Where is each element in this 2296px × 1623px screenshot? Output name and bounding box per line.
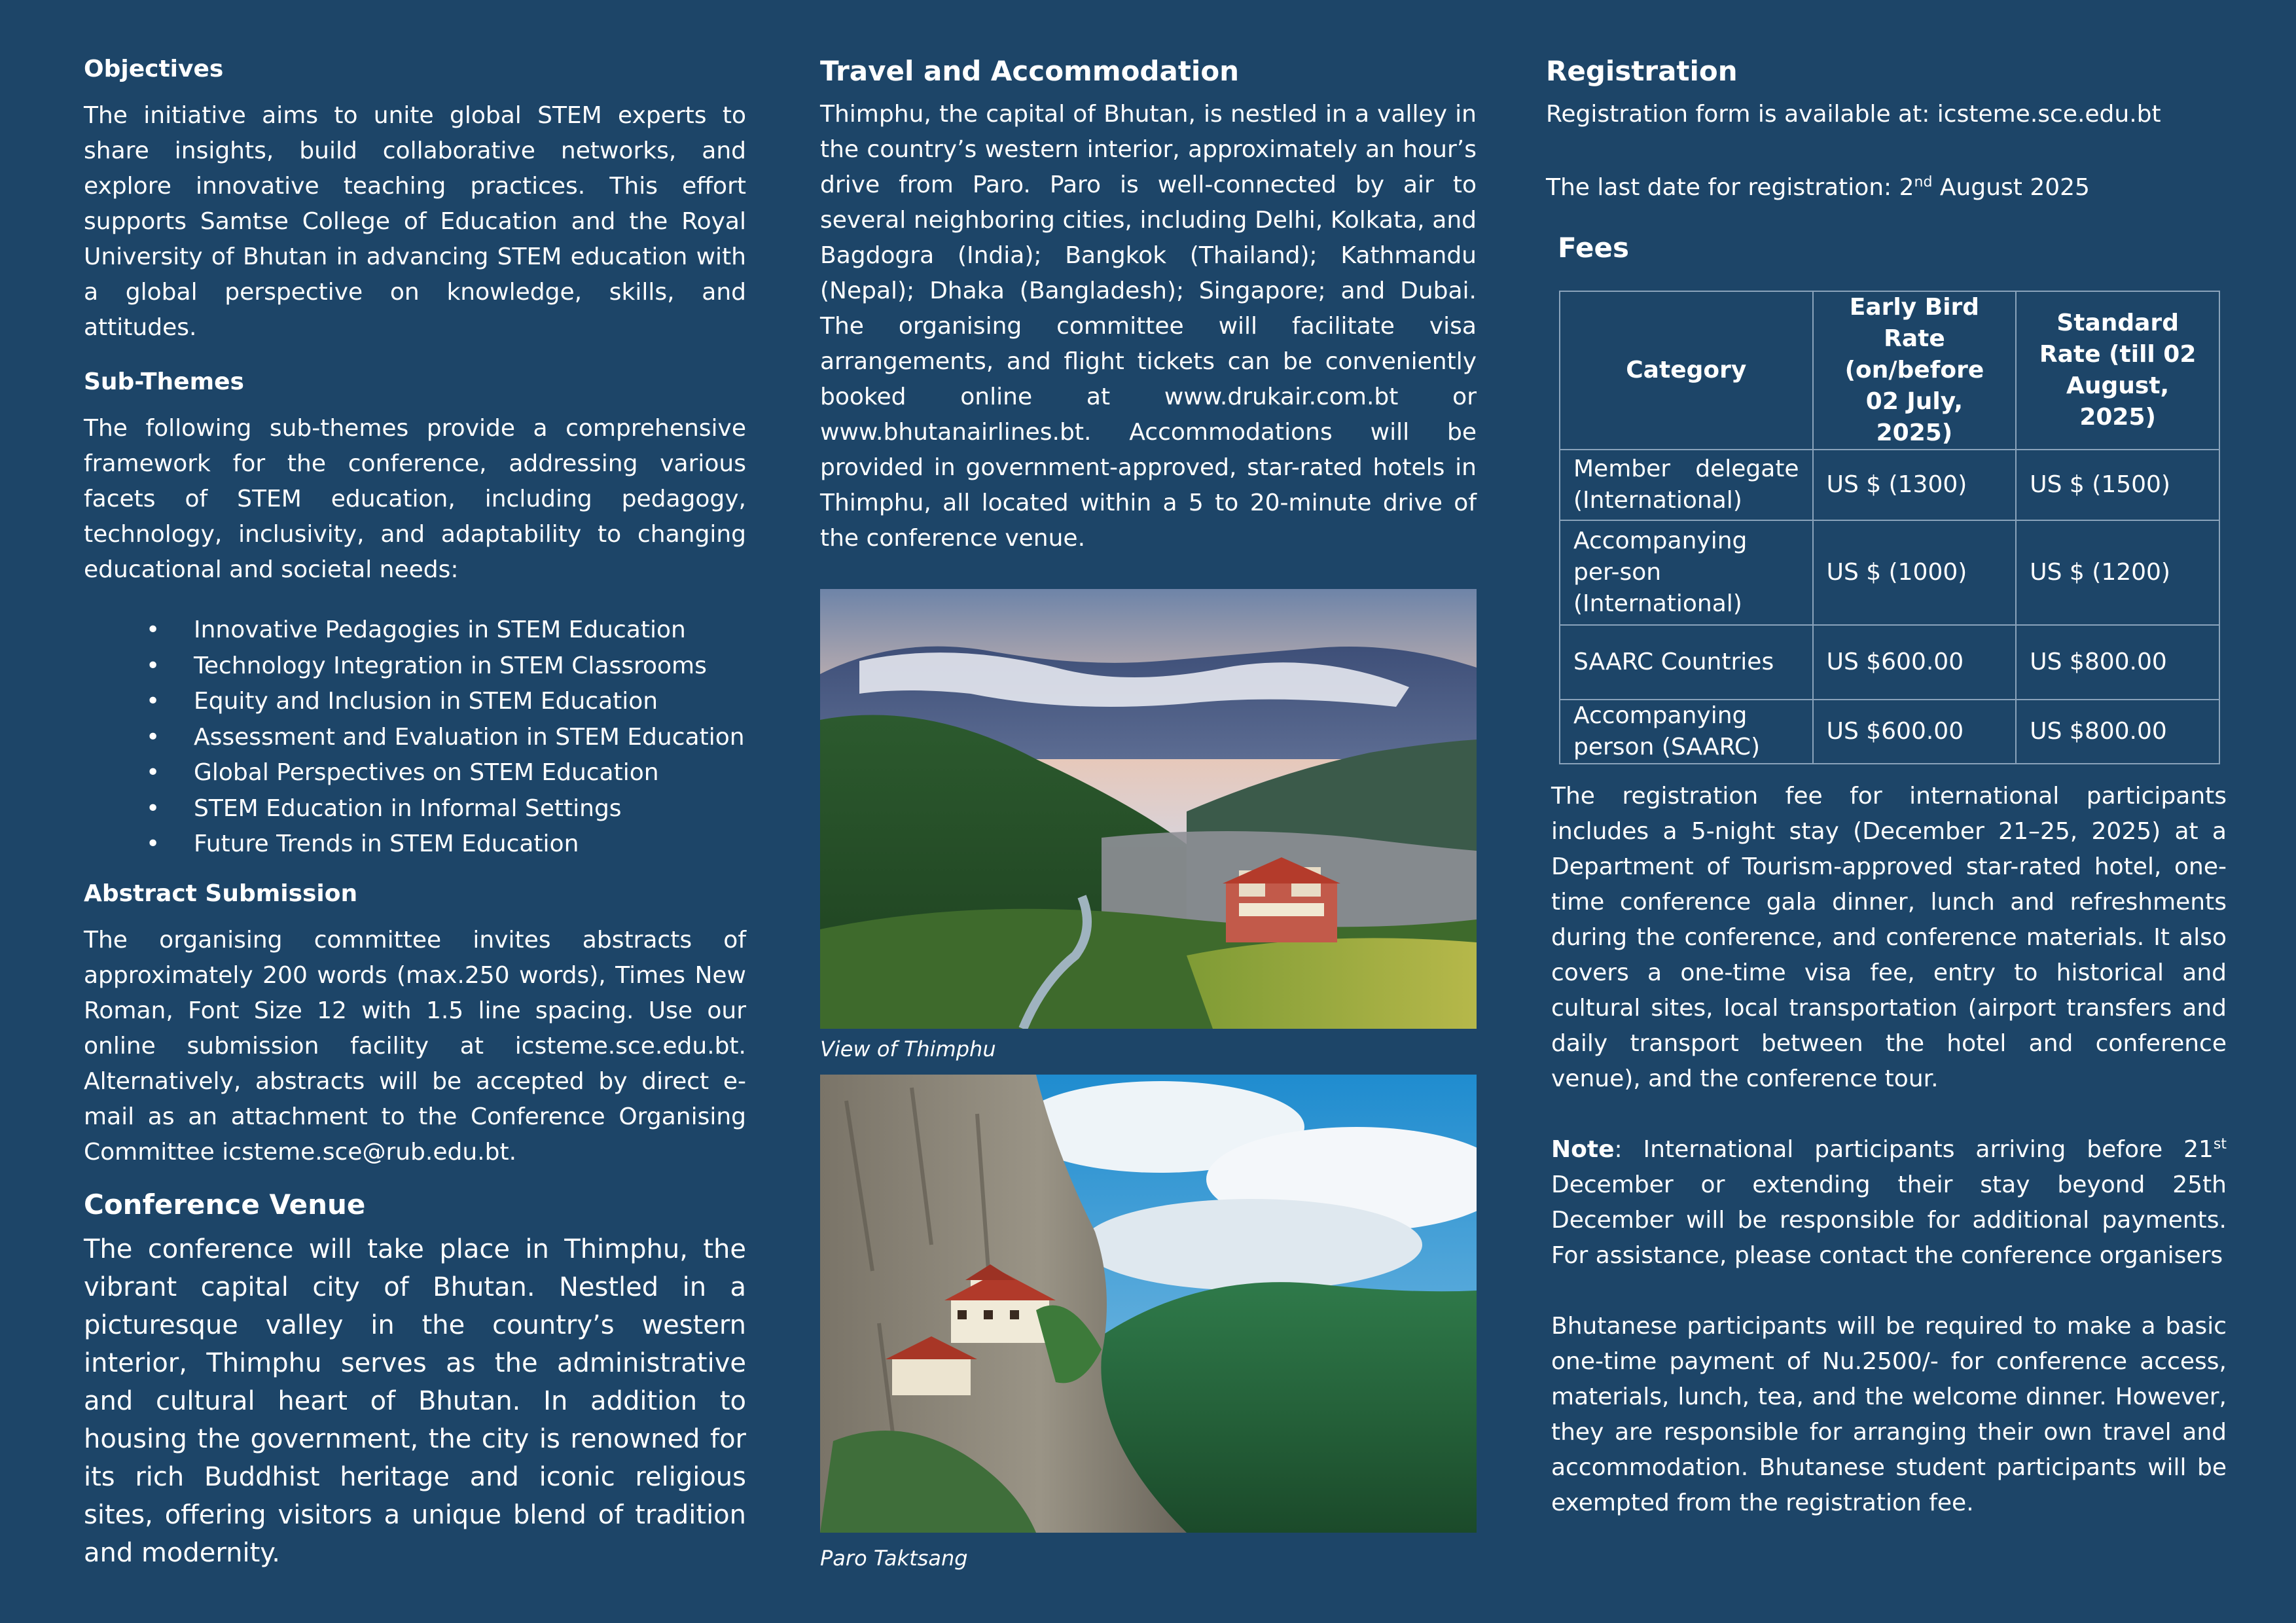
table-cell: US $ (1000): [1813, 520, 2017, 625]
fees-table: [1559, 291, 2220, 764]
table-cell: Accompanying per-son (International): [1560, 520, 1813, 625]
registration-heading: Registration: [1546, 55, 1738, 87]
table-cell: US $800.00: [2016, 700, 2219, 764]
fees-heading: Fees: [1558, 232, 1629, 264]
thimphu-valley-photo: [820, 589, 1477, 1029]
table-cell: SAARC Countries: [1560, 625, 1813, 700]
travel-heading: Travel and Accommodation: [820, 55, 1240, 87]
subthemes-heading: Sub-Themes: [84, 368, 244, 395]
list-item: • Technology Integration in STEM Classrooms: [146, 649, 746, 685]
registration-deadline: The last date for registration: 2nd August 2025: [1546, 174, 2090, 201]
fees-includes-text: The registration fee for international participants includes a 5-night stay (December 21–25, 2025) at a Department of Tourism-approved star-rated hotel, one-time conference gala dinner, lunch and refreshments during the conference, and conference materials. It also covers a one-time visa fee, entry to historical and cultural sites, local transportation (airport transfers and daily transport between the hotel and conference venue), and the conference tour.: [1551, 783, 2227, 1092]
table-cell: Accompanying person (SAARC): [1560, 700, 1813, 764]
left-column: [84, 52, 746, 1572]
travel-text: Thimphu, the capital of Bhutan, is nestled in a valley in the country’s western interior, approximately an hour’s drive from Paro. Paro is well-connected by air to several neighboring cities, including Delhi, Kolkata, and Bagdogra (India); Bangkok (Thailand); Kathmandu (Nepal); Dhaka (Bangladesh); Singapore; and Dubai. The organising committee will facilitate visa arrangements, and flight tickets can be conveniently booked online at www.drukair.com.bt or www.bhutanairlines.bt. Accommodations will be provided in government-approved, star-rated hotels in Thimphu, all located within a 5 to 20-minute drive of the conference venue.: [820, 101, 1477, 552]
table-row: [1560, 450, 2219, 520]
table-cell: US $ (1500): [2016, 450, 2219, 520]
table-row: [1560, 520, 2219, 625]
abstract-heading: Abstract Submission: [84, 880, 358, 907]
table-cell: Member delegate (International): [1560, 450, 1813, 520]
bhutanese-fees-text: Bhutanese participants will be required to make a basic one-time payment of Nu.2500/- for conference access, materials, lunch, tea, and the welcome dinner. However, they are responsible for arranging their own travel and accommodation. Bhutanese student participants will be exempted from the registration fee.: [1551, 1313, 2227, 1516]
list-item: • Future Trends in STEM Education: [146, 827, 746, 863]
right-column: [1546, 52, 2227, 1521]
objectives-text: The initiative aims to unite global STEM experts to share insights, build collaborative networks, and explore innovative teaching practices. This effort supports Samtse College of Education and the Royal University of Bhutan in advancing STEM education with a global perspective on knowledge, skills, and attitudes.: [84, 102, 746, 341]
table-cell: US $600.00: [1813, 625, 2017, 700]
table-header-cell: Category: [1560, 291, 1813, 450]
paro-taktsang-photo: [820, 1075, 1477, 1533]
list-item: • Equity and Inclusion in STEM Education: [146, 684, 746, 720]
middle-column: [820, 52, 1477, 1573]
table-cell: US $ (1200): [2016, 520, 2219, 625]
fees-note: Note: International participants arriving before 21st December or extending their stay beyond 25th December will be responsible for additional payments. For assistance, please contact the conference organisers: [1551, 1136, 2227, 1269]
venue-text: The conference will take place in Thimphu, the vibrant capital city of Bhutan. Nestled in a picturesque valley in the country’s western interior, Thimphu serves as the administrative and cultural heart of Bhutan. In addition to housing the government, the city is renowned for its rich Buddhist heritage and iconic religious sites, offering visitors a unique blend of tradition and modernity.: [84, 1234, 746, 1568]
note-label: Note: [1551, 1136, 1615, 1163]
table-header-row: [1560, 291, 2219, 450]
table-header-cell: Early Bird Rate (on/before 02 July, 2025): [1813, 291, 2017, 450]
subthemes-list: [84, 613, 746, 863]
subthemes-intro: The following sub-themes provide a comprehensive framework for the conference, addressing various facets of STEM education, including pedagogy, technology, inclusivity, and adaptability to changing educational and societal needs:: [84, 415, 746, 583]
list-item: • STEM Education in Informal Settings: [146, 791, 746, 827]
table-row: [1560, 700, 2219, 764]
table-header-cell: Standard Rate (till 02 August, 2025): [2016, 291, 2219, 450]
table-cell: US $800.00: [2016, 625, 2219, 700]
objectives-heading: Objectives: [84, 56, 224, 82]
venue-heading: Conference Venue: [84, 1188, 366, 1221]
list-item: • Innovative Pedagogies in STEM Education: [146, 613, 746, 649]
table-cell: US $600.00: [1813, 700, 2017, 764]
photo-caption: View of Thimphu: [820, 1037, 996, 1061]
list-item: • Assessment and Evaluation in STEM Education: [146, 720, 746, 756]
photo-caption: Paro Taktsang: [820, 1546, 968, 1571]
table-row: [1560, 625, 2219, 700]
abstract-text: The organising committee invites abstracts of approximately 200 words (max.250 words), Times New Roman, Font Size 12 with 1.5 line spacing. Use our online submission facility at icsteme.sce.edu.bt. Alternatively, abstracts will be accepted by direct e-mail as an attachment to the Conference Organising Committee icsteme.sce@rub.edu.bt.: [84, 926, 746, 1166]
table-cell: US $ (1300): [1813, 450, 2017, 520]
list-item: • Global Perspectives on STEM Education: [146, 755, 746, 791]
registration-form-text: Registration form is available at: icsteme.sce.edu.bt: [1546, 101, 2161, 128]
